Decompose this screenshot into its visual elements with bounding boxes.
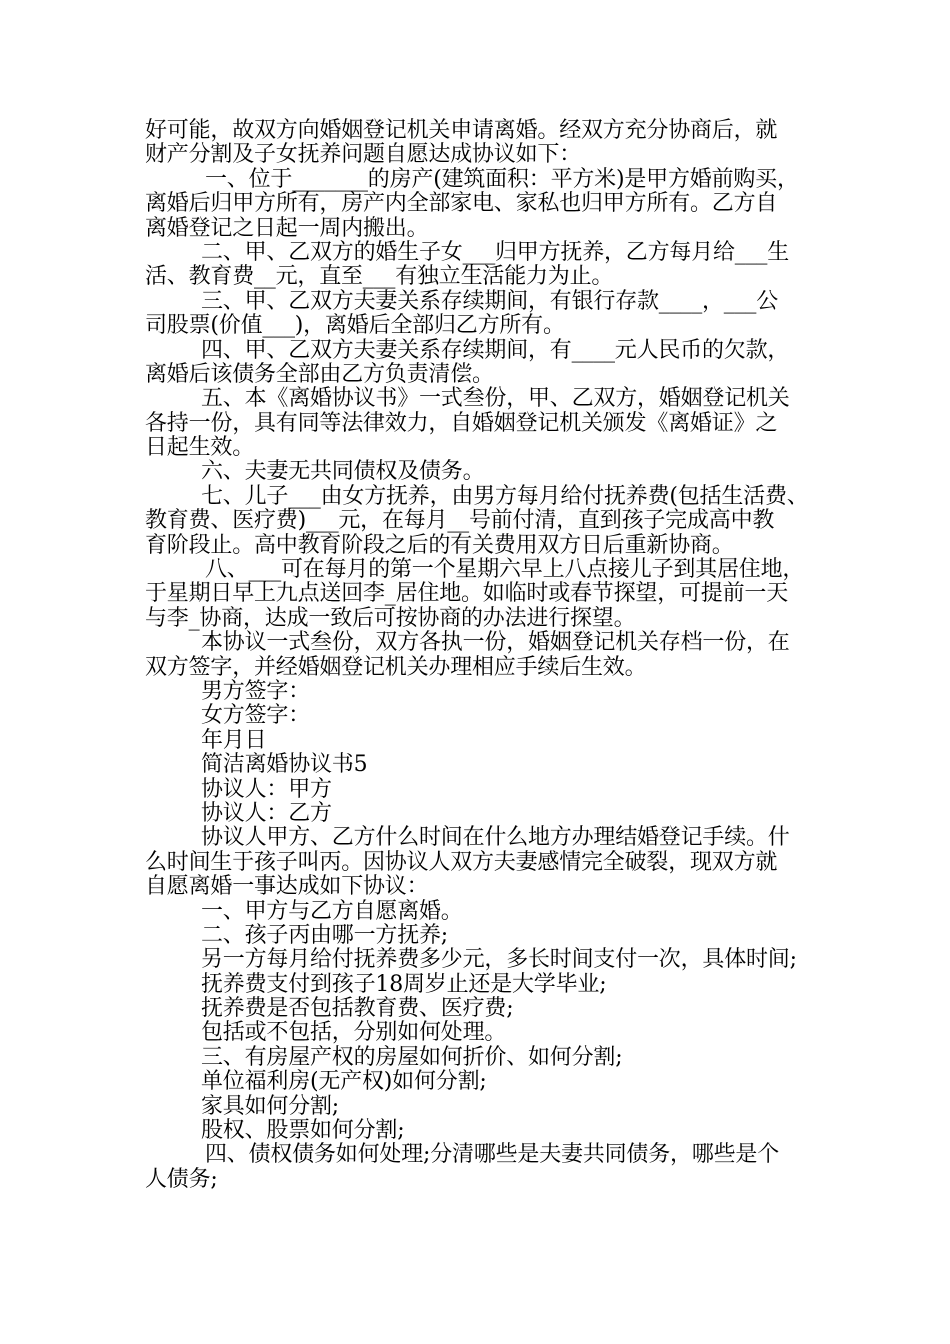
- text-line: 人债务;: [145, 1166, 218, 1192]
- text-line: 活、教育费__元，直至___有独立生活能力为止。: [145, 264, 614, 290]
- text-line: 女方签字：: [201, 703, 311, 729]
- text-line: 好可能，故双方向婚姻登记机关申请离婚。经双方充分协商后，就: [145, 118, 778, 143]
- text-line: 离婚登记之日起一周内搬出。: [145, 215, 429, 241]
- text-line: 包括或不包括，分别如何处理。: [201, 1020, 507, 1046]
- text-line: 财产分割及子女抚养问题自愿达成协议如下：: [145, 142, 582, 168]
- text-line: 于星期日早上九点送回李_居住地。如临时或春节探望，可提前一天: [145, 581, 789, 607]
- text-line: 本协议一式叁份，双方各执一份，婚姻登记机关存档一份，在: [201, 630, 790, 656]
- text-line: 五、本《离婚协议书》一式叁份，甲、乙双方，婚姻登记机关: [201, 386, 790, 412]
- text-line: 二、孩子丙由哪一方抚养;: [201, 922, 449, 948]
- text-line: 另一方每月给付抚养费多少元，多长时间支付一次，具体时间;: [201, 947, 797, 973]
- text-line: 各持一份，具有同等法律效力，自婚姻登记机关颁发《离婚证》之: [145, 410, 778, 436]
- text-line: 二、甲、乙双方的婚生子女___归甲方抚养，乙方每月给___生: [201, 239, 790, 265]
- text-line: 男方签字：: [201, 678, 311, 704]
- text-line: 抚养费是否包括教育费、医疗费;: [201, 996, 514, 1022]
- text-line: 双方签字，并经婚姻登记机关办理相应手续后生效。: [145, 654, 647, 680]
- text-line: 四、甲、乙双方夫妻关系存续期间，有____元人民币的欠款，: [201, 337, 790, 363]
- text-line: 离婚后归甲方所有，房产内全部家电、家私也归甲方所有。乙方自: [145, 191, 778, 217]
- text-line: 抚养费支付到孩子18周岁止还是大学毕业;: [201, 971, 607, 997]
- text-line: 自愿离婚一事达成如下协议：: [145, 874, 429, 900]
- text-line: 么时间生于孩子叫丙。因协议人双方夫妻感情完全破裂，现双方就: [145, 849, 778, 875]
- text-line: 简洁离婚协议书5: [201, 752, 368, 778]
- text-line: 协议人：甲方: [201, 776, 332, 802]
- text-line: 六、夫妻无共同债权及债务。: [201, 459, 485, 485]
- text-line: 一、甲方与乙方自愿离婚。: [201, 898, 463, 924]
- text-line: 一、位于_______的房产(建筑面积：平方米)是甲方婚前购买，: [205, 166, 799, 192]
- text-line: 协议人：乙方: [201, 800, 332, 826]
- text-line: 年月日: [201, 727, 267, 753]
- text-line: 八、___可在每月的第一个星期六早上八点接儿子到其居住地，: [205, 557, 805, 583]
- text-line: 三、甲、乙双方夫妻关系存续期间，有银行存款____，___公: [201, 288, 779, 314]
- text-line: 三、有房屋产权的房屋如何折价、如何分割;: [201, 1044, 623, 1070]
- text-line: 日起生效。: [145, 435, 255, 461]
- document-body: [145, 119, 810, 1192]
- text-line: 育阶段止。高中教育阶段之后的有关费用双方日后重新协商。: [145, 532, 734, 558]
- text-line: 七、儿子___由女方抚养，由男方每月给付抚养费(包括生活费、: [201, 483, 809, 509]
- text-line: 与李_协商，达成一致后可按协商的办法进行探望。: [145, 605, 636, 631]
- text-line: 股权、股票如何分割;: [201, 1118, 405, 1144]
- text-line: 四、债权债务如何处理;分清哪些是夫妻共同债务，哪些是个: [205, 1142, 780, 1168]
- text-line: 司股票(价值___)，离婚后全部归乙方所有。: [145, 313, 565, 339]
- text-line: 离婚后该债务全部由乙方负责清偿。: [145, 361, 494, 387]
- text-line: 教育费、医疗费)___元，在每月__号前付清，直到孩子完成高中教: [145, 508, 775, 534]
- text-line: 协议人甲方、乙方什么时间在什么地方办理结婚登记手续。什: [201, 825, 790, 851]
- text-line: 单位福利房(无产权)如何分割;: [201, 1069, 487, 1095]
- text-line: 家具如何分割;: [201, 1093, 340, 1119]
